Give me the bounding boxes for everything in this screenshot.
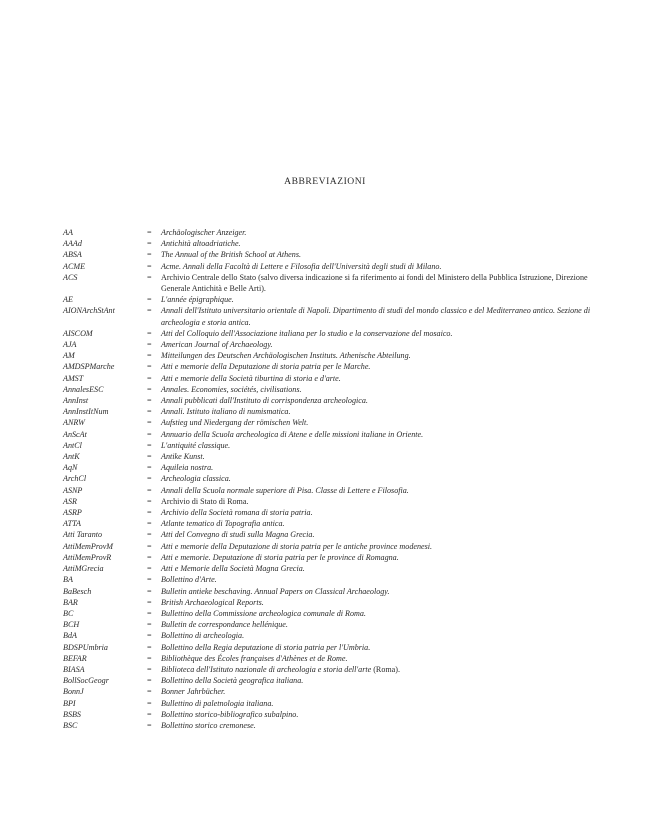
- abbreviation-term: AttiMemProvM: [63, 541, 114, 551]
- abbreviation-definition: [161, 552, 593, 563]
- abbreviation-entry: [63, 686, 593, 697]
- abbreviation-definition: [161, 339, 593, 350]
- definition-text: Archeologia classica.: [161, 474, 231, 484]
- equals-sign: =: [147, 676, 152, 686]
- definition-text: L'année épigraphique.: [161, 295, 234, 305]
- abbreviation-term: ArchCl: [63, 474, 87, 484]
- abbreviation-definition: [161, 496, 593, 507]
- definition-text: Bullettino di paletnologia italiana.: [161, 698, 274, 708]
- definition-text: Bonner Jahrbücher.: [161, 687, 226, 697]
- equals-sign: =: [147, 496, 152, 506]
- definition-text: Atti e memorie. Deputazione di storia patria per le province di Romagna.: [161, 552, 399, 562]
- abbreviation-definition: [161, 328, 593, 339]
- abbreviation-entry: [63, 440, 593, 451]
- definition-text: Archivio Centrale dello Stato (salvo diversa indicazione si fa riferimento ai fondi del Ministero della Pubblica Istruzione, Direzione Generale Antichità e Belle Arti).: [161, 272, 588, 294]
- definition-text: Bollettino storico-bibliografico subalpino.: [161, 709, 299, 719]
- abbreviation-term: AttiMGrecia: [63, 564, 104, 574]
- equals-sign: =: [147, 631, 152, 641]
- definition-text: Bullettino della Commissione archeologica comunale di Roma.: [161, 608, 366, 618]
- abbreviation-term: BAR: [63, 597, 78, 607]
- abbreviation-term: BPI: [63, 698, 76, 708]
- abbreviation-term: BSBS: [63, 709, 81, 719]
- abbreviation-term: BIASA: [63, 664, 85, 674]
- abbreviation-definition: [161, 653, 593, 664]
- abbreviation-definition: [161, 608, 593, 619]
- equals-sign: =: [147, 586, 152, 596]
- definition-text: Aufstieg und Niedergang der römischen Welt.: [161, 418, 309, 428]
- equals-sign: =: [147, 228, 152, 237]
- definition-text: L'antiquité classique.: [161, 440, 231, 450]
- equals-sign: =: [147, 608, 152, 618]
- abbreviation-term: BdA: [63, 631, 77, 641]
- abbreviation-entry: [63, 518, 593, 529]
- abbreviation-entry: [63, 507, 593, 518]
- definition-text: Aquileia nostra.: [161, 463, 214, 473]
- definition-text: Annuario della Scuola archeologica di Atene e delle missioni italiane in Oriente.: [161, 429, 424, 439]
- definition-text: British Archaeological Reports.: [161, 597, 264, 607]
- abbreviation-definition: [161, 709, 593, 720]
- equals-sign: =: [147, 485, 152, 495]
- abbreviation-definition: [161, 294, 593, 305]
- abbreviation-entry: [63, 395, 593, 406]
- abbreviation-term: AnScAt: [63, 429, 87, 439]
- abbreviation-definition: [161, 642, 593, 653]
- abbreviation-entry: [63, 552, 593, 563]
- abbreviation-entry: [63, 227, 593, 238]
- abbreviation-entry: [63, 249, 593, 260]
- definition-text: Biblioteca dell'Istituto nazionale di archeologia e storia dell'arte: [161, 664, 372, 674]
- equals-sign: =: [147, 653, 152, 663]
- definition-text: Antike Kunst.: [161, 452, 205, 462]
- definition-text: Atlante tematico di Topografia antica.: [161, 519, 285, 529]
- abbreviation-definition: [161, 529, 593, 540]
- abbreviation-definition: [161, 597, 593, 608]
- abbreviation-definition: [161, 541, 593, 552]
- definition-text: Bollettino di archeologia.: [161, 631, 245, 641]
- abbreviation-term: ACS: [63, 272, 78, 282]
- equals-sign: =: [147, 664, 152, 674]
- abbreviation-definition: [161, 440, 593, 451]
- abbreviation-definition: [161, 698, 593, 709]
- abbreviation-entry: [63, 473, 593, 484]
- abbreviation-entry: [63, 653, 593, 664]
- equals-sign: =: [147, 720, 152, 730]
- abbreviation-entry: [63, 529, 593, 540]
- definition-text: Atti e Memorie della Società Magna Grecia.: [161, 564, 305, 574]
- abbreviation-entry: [63, 350, 593, 361]
- abbreviation-term: BDSPUmbria: [63, 642, 108, 652]
- equals-sign: =: [147, 698, 152, 708]
- abbreviation-term: BSC: [63, 720, 78, 730]
- abbreviation-definition: [161, 238, 593, 249]
- abbreviation-definition: [161, 619, 593, 630]
- abbreviation-definition: [161, 395, 593, 406]
- abbreviation-entry: [63, 361, 593, 372]
- definition-text: Annali. Istituto italiano di numismatica.: [161, 407, 291, 417]
- definition-text: Annali della Scuola normale superiore di Pisa. Classe di Lettere e Filosofia.: [161, 485, 409, 495]
- equals-sign: =: [147, 463, 152, 473]
- equals-sign: =: [147, 272, 152, 282]
- abbreviation-entry: [63, 597, 593, 608]
- abbreviation-entry: [63, 485, 593, 496]
- abbreviation-entry: [63, 619, 593, 630]
- abbreviation-term: AISCOM: [63, 328, 93, 338]
- abbreviation-term: ASRP: [63, 508, 82, 518]
- equals-sign: =: [147, 351, 152, 361]
- abbreviation-term: ATTA: [63, 519, 81, 529]
- abbreviation-entry: [63, 384, 593, 395]
- abbreviation-term: AAAd: [63, 239, 82, 249]
- abbreviation-entry: [63, 328, 593, 339]
- abbreviation-entry: [63, 608, 593, 619]
- equals-sign: =: [147, 642, 152, 652]
- abbreviation-definition: [161, 518, 593, 529]
- equals-sign: =: [147, 530, 152, 540]
- abbreviation-entry: [63, 586, 593, 597]
- definition-text: Atti e memorie della Deputazione di storia patria per le Marche.: [161, 362, 371, 372]
- equals-sign: =: [147, 261, 152, 271]
- abbreviation-definition: [161, 574, 593, 585]
- abbreviation-definition: [161, 350, 593, 361]
- definition-text: Annali pubblicati dall'Instituto di corrispondenza archeologica.: [161, 396, 368, 406]
- abbreviation-term: AnnInstItNum: [63, 407, 109, 417]
- abbreviation-definition: [161, 417, 593, 428]
- abbreviation-term: AIONArchStAnt: [63, 306, 115, 316]
- abbreviation-definition: [161, 485, 593, 496]
- equals-sign: =: [147, 384, 152, 394]
- abbreviation-term: AMST: [63, 373, 84, 383]
- definition-text: Bollettino della Società geografica italiana.: [161, 676, 304, 686]
- abbreviation-entry: [63, 373, 593, 384]
- definition-text: Bulletin de correspondance hellénique.: [161, 620, 288, 630]
- definition-text: Bibliothèque des Écoles françaises d'Athènes et de Rome.: [161, 653, 348, 663]
- abbreviation-term: AttiMemProvR: [63, 552, 112, 562]
- abbreviation-entry: [63, 451, 593, 462]
- abbreviation-term: AA: [63, 228, 73, 237]
- definition-text: Atti e memorie della Deputazione di storia patria per le antiche province modenesi.: [161, 541, 433, 551]
- abbreviation-entry: [63, 272, 593, 294]
- abbreviation-entry: [63, 261, 593, 272]
- abbreviation-term: ABSA: [63, 250, 82, 260]
- definition-text: Bulletin antieke beschaving. Annual Papers on Classical Archaeology.: [161, 586, 390, 596]
- equals-sign: =: [147, 541, 152, 551]
- abbreviation-term: ASR: [63, 496, 77, 506]
- abbreviation-term: AE: [63, 295, 73, 305]
- equals-sign: =: [147, 429, 152, 439]
- abbreviation-definition: [161, 261, 593, 272]
- abbreviation-entry: [63, 429, 593, 440]
- abbreviation-entry: [63, 496, 593, 507]
- equals-sign: =: [147, 295, 152, 305]
- abbreviation-definition: [161, 630, 593, 641]
- abbreviation-term: BC: [63, 608, 74, 618]
- abbreviation-definition: [161, 720, 593, 731]
- definition-text: Annali dell'Istituto universitario orientale di Napoli. Dipartimento di studi del mondo classico e del Mediterraneo antico. Sezione di archeologia e storia antica.: [161, 306, 591, 327]
- equals-sign: =: [147, 597, 152, 607]
- equals-sign: =: [147, 552, 152, 562]
- abbreviation-definition: [161, 507, 593, 518]
- abbreviation-definition: [161, 384, 593, 395]
- abbreviation-definition: [161, 462, 593, 473]
- abbreviation-definition: [161, 664, 593, 675]
- definition-text: Annales. Economies, sociétés, civilisations.: [161, 384, 302, 394]
- definition-text: Bollettino della Regia deputazione di storia patria per l'Umbria.: [161, 642, 371, 652]
- abbreviation-entry: [63, 238, 593, 249]
- equals-sign: =: [147, 575, 152, 585]
- abbreviation-term: ASNP: [63, 485, 83, 495]
- equals-sign: =: [147, 373, 152, 383]
- equals-sign: =: [147, 519, 152, 529]
- abbreviation-definition: [161, 675, 593, 686]
- definition-text: Archivio della Società romana di storia patria.: [161, 508, 313, 518]
- abbreviation-entry: [63, 675, 593, 686]
- equals-sign: =: [147, 396, 152, 406]
- definition-text: The Annual of the British School at Athens.: [161, 250, 301, 260]
- abbreviation-entry: [63, 574, 593, 585]
- abbreviation-term: BaBesch: [63, 586, 92, 596]
- definition-text: Atti del Colloquio dell'Associazione italiana per lo studio e la conservazione del mosaico.: [161, 328, 453, 338]
- abbreviation-entry: [63, 406, 593, 417]
- equals-sign: =: [147, 508, 152, 518]
- definition-text: Archivio di Stato di Roma.: [161, 496, 249, 506]
- equals-sign: =: [147, 440, 152, 450]
- equals-sign: =: [147, 418, 152, 428]
- equals-sign: =: [147, 474, 152, 484]
- abbreviation-term: BEFAR: [63, 653, 87, 663]
- abbreviation-definition: [161, 473, 593, 484]
- definition-text: Mitteilungen des Deutschen Archäologischen Instituts. Athenische Abteilung.: [161, 351, 411, 361]
- definition-text: Bollettino d'Arte.: [161, 575, 217, 585]
- abbreviation-term: AntCl: [63, 440, 82, 450]
- definition-text: Acme. Annali della Facoltà di Lettere e Filosofia dell'Università degli studi di Milano.: [161, 261, 442, 271]
- abbreviation-entry: [63, 339, 593, 350]
- abbreviation-entry: [63, 630, 593, 641]
- abbreviation-definition: [161, 451, 593, 462]
- abbreviation-term: BA: [63, 575, 73, 585]
- abbreviation-entry: [63, 642, 593, 653]
- abbreviation-definition: [161, 249, 593, 260]
- abbreviation-term: AnnInst: [63, 396, 89, 406]
- definition-text: (Roma).: [371, 664, 400, 674]
- equals-sign: =: [147, 407, 152, 417]
- abbreviation-entry: [63, 305, 593, 327]
- abbreviation-term: Atti Taranto: [63, 530, 103, 540]
- page-title: ABBREVIAZIONI: [284, 176, 366, 187]
- abbreviation-term: AJA: [63, 340, 77, 350]
- abbreviation-definition: [161, 227, 593, 238]
- equals-sign: =: [147, 239, 152, 249]
- abbreviation-term: AMDSPMarche: [63, 362, 115, 372]
- equals-sign: =: [147, 709, 152, 719]
- abbreviation-term: AM: [63, 351, 75, 361]
- abbreviation-entry: [63, 417, 593, 428]
- abbreviation-entry: [63, 294, 593, 305]
- definition-text: Atti del Convegno di studi sulla Magna Grecia.: [161, 530, 315, 540]
- abbreviation-definition: [161, 406, 593, 417]
- abbreviation-entry: [63, 462, 593, 473]
- definition-text: Antichità altoadriatiche.: [161, 239, 241, 249]
- equals-sign: =: [147, 452, 152, 462]
- equals-sign: =: [147, 620, 152, 630]
- abbreviation-term: ACME: [63, 261, 86, 271]
- abbreviation-definition: [161, 686, 593, 697]
- abbreviation-term: AqN: [63, 463, 78, 473]
- definition-text: Archäologischer Anzeiger.: [161, 228, 247, 237]
- abbreviation-term: AntK: [63, 452, 80, 462]
- abbreviation-definition: [161, 305, 593, 327]
- abbreviation-entry: [63, 698, 593, 709]
- equals-sign: =: [147, 250, 152, 260]
- definition-text: American Journal of Archaeology.: [161, 340, 273, 350]
- abbreviation-definition: [161, 373, 593, 384]
- equals-sign: =: [147, 328, 152, 338]
- abbreviation-term: BCH: [63, 620, 80, 630]
- abbreviation-entry: [63, 563, 593, 574]
- equals-sign: =: [147, 362, 152, 372]
- equals-sign: =: [147, 564, 152, 574]
- abbreviation-list: [63, 227, 593, 731]
- equals-sign: =: [147, 306, 152, 316]
- definition-text: Atti e memorie della Società tiburtina di storia e d'arte.: [161, 373, 341, 383]
- equals-sign: =: [147, 687, 152, 697]
- abbreviation-entry: [63, 709, 593, 720]
- abbreviation-entry: [63, 720, 593, 731]
- abbreviation-term: ANRW: [63, 418, 85, 428]
- equals-sign: =: [147, 340, 152, 350]
- abbreviation-term: AnnalesESC: [63, 384, 104, 394]
- definition-text: Bollettino storico cremonese.: [161, 720, 256, 730]
- abbreviation-definition: [161, 563, 593, 574]
- abbreviation-entry: [63, 541, 593, 552]
- abbreviation-definition: [161, 272, 593, 294]
- abbreviation-definition: [161, 586, 593, 597]
- abbreviation-term: BollSocGeogr: [63, 676, 109, 686]
- abbreviation-definition: [161, 429, 593, 440]
- abbreviation-entry: [63, 664, 593, 675]
- abbreviation-term: BonnJ: [63, 687, 84, 697]
- abbreviation-definition: [161, 361, 593, 372]
